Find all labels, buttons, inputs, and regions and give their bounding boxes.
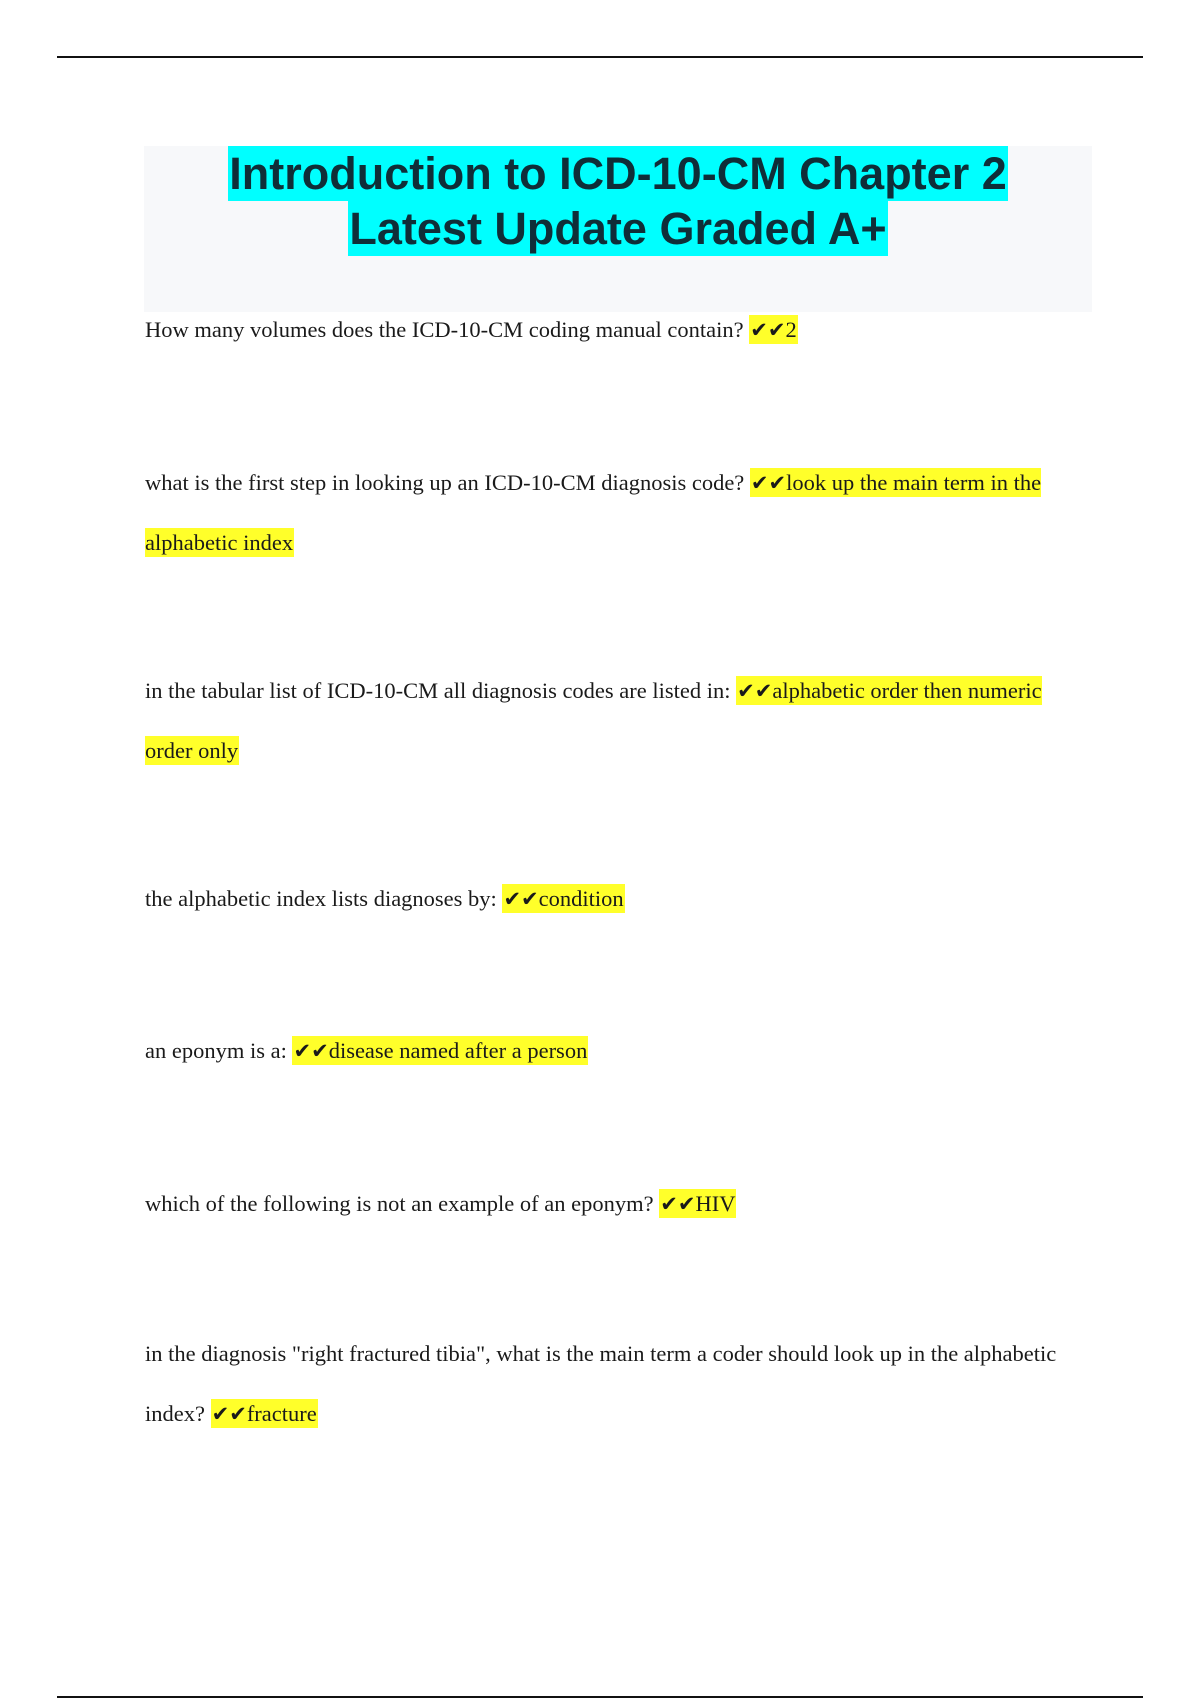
check-mark-icon: ✔✔ <box>750 471 787 495</box>
answer-text: fracture <box>246 1401 317 1426</box>
answer-text: 2 <box>785 317 797 342</box>
check-mark-icon: ✔✔ <box>211 1402 247 1426</box>
question-text: which of the following is not an example of an eponym? <box>145 1191 654 1216</box>
qa-item-1 <box>145 300 1085 360</box>
answer-text: disease named after a person <box>328 1038 588 1063</box>
question-text: the alphabetic index lists diagnoses by: <box>145 886 497 911</box>
answer-highlight <box>211 1399 318 1428</box>
qa-item-7 <box>145 1324 1085 1444</box>
document-title-line-1: Introduction to ICD-10-CM Chapter 2 <box>229 148 1007 199</box>
check-mark-icon: ✔✔ <box>660 1192 696 1216</box>
answer-text: HIV <box>695 1191 736 1216</box>
answer-highlight <box>502 884 624 913</box>
qa-item-3 <box>145 661 1085 781</box>
qa-item-2 <box>145 453 1085 573</box>
document-title-line-2: Latest Update Graded A+ <box>349 203 887 254</box>
question-text: what is the first step in looking up an ICD-10-CM diagnosis code? <box>145 470 745 495</box>
bottom-rule <box>57 1696 1143 1698</box>
answer-text: look up the main term in the alphabetic index <box>145 470 1042 555</box>
check-mark-icon: ✔✔ <box>750 318 786 342</box>
check-mark-icon: ✔✔ <box>737 679 773 703</box>
answer-text: condition <box>538 886 624 911</box>
answer-highlight <box>659 1189 736 1218</box>
answer-highlight <box>749 315 797 344</box>
check-mark-icon: ✔✔ <box>503 887 539 911</box>
question-text: in the tabular list of ICD-10-CM all diagnosis codes are listed in: <box>145 678 731 703</box>
title-block <box>144 146 1092 312</box>
answer-highlight <box>292 1036 588 1065</box>
qa-item-4 <box>145 869 1085 929</box>
check-mark-icon: ✔✔ <box>293 1039 329 1063</box>
answer-text: alphabetic order then numeric order only <box>145 678 1042 763</box>
qa-item-6 <box>145 1174 1085 1234</box>
qa-item-5 <box>145 1021 1085 1081</box>
question-text: in the diagnosis "right fractured tibia", what is the main term a coder should look up in the alphabetic index? <box>145 1341 1057 1426</box>
question-text: an eponym is a: <box>145 1038 287 1063</box>
top-rule <box>57 56 1143 58</box>
question-text: How many volumes does the ICD-10-CM coding manual contain? <box>145 317 744 342</box>
